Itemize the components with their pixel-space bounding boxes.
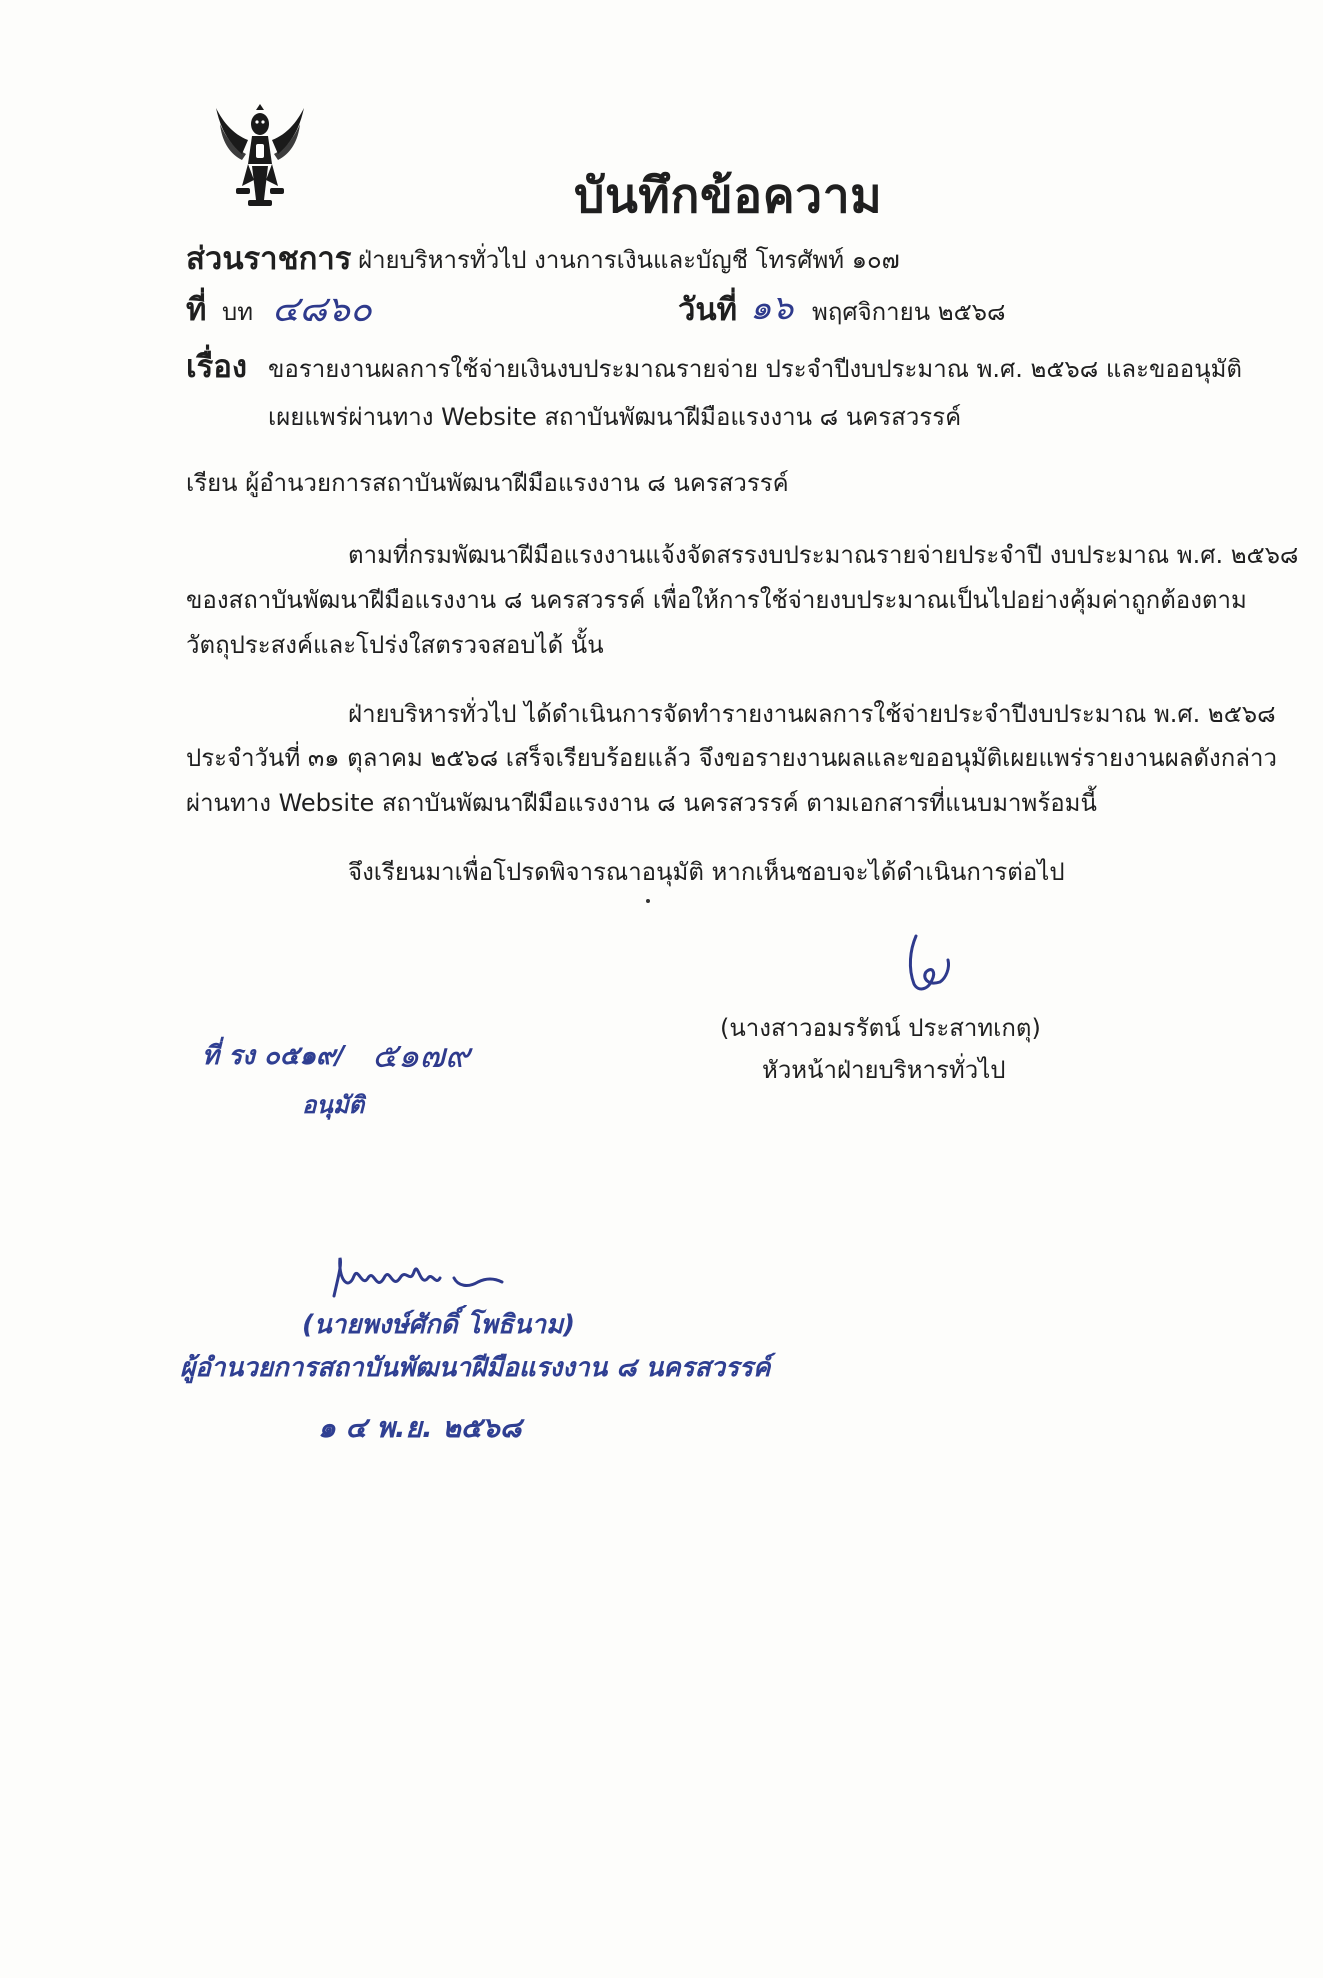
agency-value: ฝ่ายบริหารทั่วไป งานการเงินและบัญชี โทรศัพท์ ๑๐๗ [358,246,900,274]
ref-prefix: บท [222,298,254,326]
subject-line-1: ขอรายงานผลการใช้จ่ายเงินงบประมาณรายจ่าย ประจำปีงบประมาณ พ.ศ. ๒๕๖๘ และขออนุมัติ [268,355,1243,383]
subject-label: เรื่อง [186,349,248,385]
director-name: (นายพงษ์ศักดิ์ โพธินาม) [302,1310,576,1340]
date-rest: พฤศจิกายน ๒๕๖๘ [812,298,1006,326]
approval-stamp-prefix: ที่ รง ๐๕๑๙/ [202,1041,345,1071]
paragraph-2-line-3: ผ่านทาง Website สถาบันพัฒนาฝีมือแรงงาน ๘ นครสวรรค์ ตามเอกสารที่แนบมาพร้อมนี้ [186,789,1097,817]
director-position: ผู้อำนวยการสถาบันพัฒนาฝีมือแรงงาน ๘ นครสวรรค์ [180,1353,771,1383]
ink-dot [646,899,650,903]
director-signature-icon [328,1248,508,1308]
paragraph-2-line-1: ฝ่ายบริหารทั่วไป ได้ดำเนินการจัดทำรายงานผลการใช้จ่ายประจำปีงบประมาณ พ.ศ. ๒๕๖๘ [348,700,1276,728]
paragraph-2-line-2: ประจำวันที่ ๓๑ ตุลาคม ๒๕๖๘ เสร็จเรียบร้อยแล้ว จึงขอรายงานผลและขออนุมัติเผยแพร่รายงานผลดังกล่าว [186,744,1277,772]
garuda-emblem-icon [212,104,308,208]
salutation: เรียน ผู้อำนวยการสถาบันพัฒนาฝีมือแรงงาน ๘ นครสวรรค์ [186,469,789,497]
memo-title: บันทึกข้อความ [574,168,883,224]
agency-label: ส่วนราชการ [186,241,352,277]
ref-number-handwritten: ๔๘๖๐ [272,289,372,330]
paragraph-1-line-1: ตามที่กรมพัฒนาฝีมือแรงงานแจ้งจัดสรรงบประมาณรายจ่ายประจำปี งบประมาณ พ.ศ. ๒๕๖๘ [348,541,1299,569]
paragraph-1-line-2: ของสถาบันพัฒนาฝีมือแรงงาน ๘ นครสวรรค์ เพื่อให้การใช้จ่ายงบประมาณเป็นไปอย่างคุ้มค่าถูกต้องตาม [186,586,1247,614]
ref-label: ที่ [186,292,207,328]
signer-name: (นางสาวอมรรัตน์ ประสาทเกตุ) [720,1014,1041,1042]
approval-date: ๑ ๔ พ.ย. ๒๕๖๘ [318,1411,522,1444]
signer-position: หัวหน้าฝ่ายบริหารทั่วไป [762,1056,1006,1084]
approval-stamp-number-handwritten: ๕๑๗๙ [372,1036,470,1076]
approved-text: อนุมัติ [302,1091,365,1119]
signer-signature-icon [888,932,958,1002]
date-label: วันที่ [678,292,738,328]
date-day-handwritten: ๑๖ [750,288,794,328]
paragraph-3: จึงเรียนมาเพื่อโปรดพิจารณาอนุมัติ หากเห็นชอบจะได้ดำเนินการต่อไป [348,858,1065,886]
subject-line-2: เผยแพร่ผ่านทาง Website สถาบันพัฒนาฝีมือแรงงาน ๘ นครสวรรค์ [268,403,962,431]
paragraph-1-line-3: วัตถุประสงค์และโปร่งใสตรวจสอบได้ นั้น [186,631,604,659]
